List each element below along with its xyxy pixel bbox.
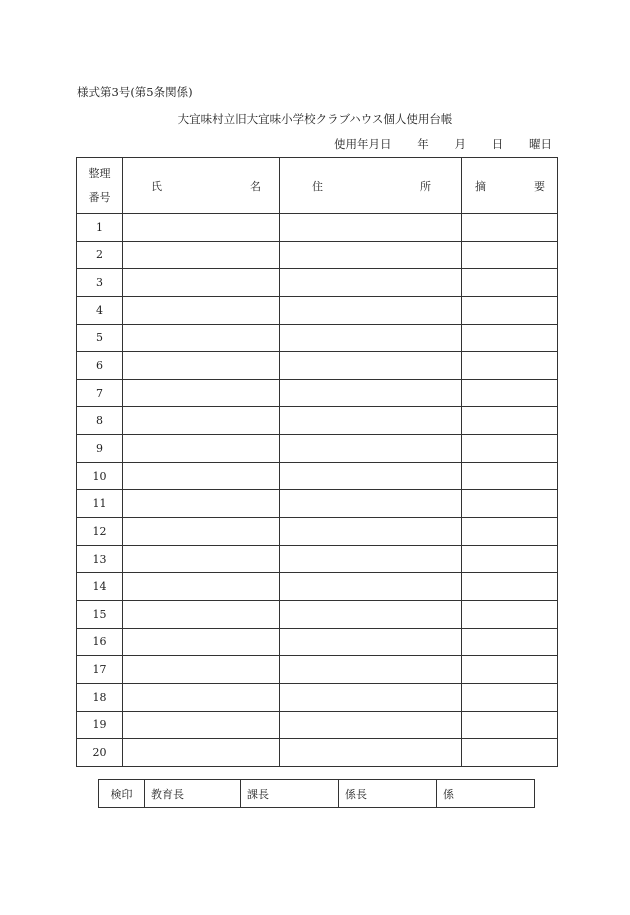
memo-cell[interactable] — [462, 352, 558, 380]
row-number: 13 — [77, 545, 123, 573]
form-number: 様式第3号(第5条関係) — [77, 85, 193, 99]
address-cell[interactable] — [280, 241, 462, 269]
name-cell[interactable] — [123, 352, 280, 380]
name-cell[interactable] — [123, 573, 280, 601]
table-row — [77, 490, 558, 518]
address-cell[interactable] — [280, 462, 462, 490]
memo-cell[interactable] — [462, 214, 558, 242]
address-cell[interactable] — [280, 656, 462, 684]
table-header-row — [77, 158, 558, 214]
name-cell[interactable] — [123, 490, 280, 518]
memo-cell[interactable] — [462, 600, 558, 628]
table-row — [77, 241, 558, 269]
row-number: 20 — [77, 739, 123, 767]
address-cell[interactable] — [280, 739, 462, 767]
address-cell[interactable] — [280, 545, 462, 573]
memo-cell[interactable] — [462, 379, 558, 407]
name-cell[interactable] — [123, 435, 280, 463]
row-number: 10 — [77, 462, 123, 490]
approval-seal-label: 検印 — [99, 780, 145, 808]
row-number: 16 — [77, 628, 123, 656]
row-number: 14 — [77, 573, 123, 601]
table-row — [77, 324, 558, 352]
memo-cell[interactable] — [462, 656, 558, 684]
name-cell[interactable] — [123, 711, 280, 739]
memo-cell[interactable] — [462, 739, 558, 767]
document-title: 大宜味村立旧大宜味小学校クラブハウス個人使用台帳 — [177, 112, 453, 126]
row-number: 9 — [77, 435, 123, 463]
name-cell[interactable] — [123, 518, 280, 546]
usage-date-line — [334, 136, 552, 152]
row-number: 1 — [77, 214, 123, 242]
table-row — [77, 600, 558, 628]
memo-cell[interactable] — [462, 407, 558, 435]
memo-cell[interactable] — [462, 683, 558, 711]
name-cell[interactable] — [123, 214, 280, 242]
address-cell[interactable] — [280, 573, 462, 601]
header-name — [123, 158, 280, 214]
weekday-label: 曜日 — [529, 137, 552, 151]
approval-staff-box[interactable]: 係 — [437, 780, 535, 808]
approval-unit-chief-box[interactable]: 係長 — [339, 780, 437, 808]
header-name-char2: 名 — [250, 179, 261, 193]
header-name-char1: 氏 — [151, 179, 162, 193]
table-row — [77, 296, 558, 324]
table-row — [77, 683, 558, 711]
name-cell[interactable] — [123, 407, 280, 435]
name-cell[interactable] — [123, 269, 280, 297]
name-cell[interactable] — [123, 296, 280, 324]
row-number: 18 — [77, 683, 123, 711]
day-label: 日 — [491, 137, 504, 151]
address-cell[interactable] — [280, 352, 462, 380]
name-cell[interactable] — [123, 462, 280, 490]
row-number: 15 — [77, 600, 123, 628]
approval-superintendent-box[interactable]: 教育長 — [145, 780, 241, 808]
row-number: 3 — [77, 269, 123, 297]
address-cell[interactable] — [280, 407, 462, 435]
table-row — [77, 739, 558, 767]
year-label: 年 — [417, 137, 429, 151]
name-cell[interactable] — [123, 683, 280, 711]
memo-cell[interactable] — [462, 518, 558, 546]
approval-section-chief-box[interactable]: 課長 — [241, 780, 339, 808]
table-row — [77, 269, 558, 297]
row-number: 19 — [77, 711, 123, 739]
memo-cell[interactable] — [462, 324, 558, 352]
row-number: 4 — [77, 296, 123, 324]
header-address — [280, 158, 462, 214]
header-serial-line1: 整理 — [88, 166, 111, 180]
table-row — [77, 545, 558, 573]
row-number: 5 — [77, 324, 123, 352]
table-row — [77, 407, 558, 435]
name-cell[interactable] — [123, 656, 280, 684]
name-cell[interactable] — [123, 241, 280, 269]
name-cell[interactable] — [123, 600, 280, 628]
header-address-char2: 所 — [420, 179, 431, 193]
memo-cell[interactable] — [462, 241, 558, 269]
memo-cell[interactable] — [462, 296, 558, 324]
table-row — [77, 352, 558, 380]
row-number: 12 — [77, 518, 123, 546]
name-cell[interactable] — [123, 628, 280, 656]
address-cell[interactable] — [280, 600, 462, 628]
row-number: 11 — [77, 490, 123, 518]
row-number: 8 — [77, 407, 123, 435]
memo-cell[interactable] — [462, 435, 558, 463]
memo-cell[interactable] — [462, 628, 558, 656]
month-label: 月 — [454, 137, 466, 151]
row-number: 2 — [77, 241, 123, 269]
table-row — [77, 656, 558, 684]
row-number: 6 — [77, 352, 123, 380]
address-cell[interactable] — [280, 269, 462, 297]
approval-row — [99, 780, 535, 808]
row-number: 17 — [77, 656, 123, 684]
approval-stamp-table — [98, 779, 535, 808]
table-row — [77, 628, 558, 656]
header-serial-number — [77, 158, 123, 214]
header-address-char1: 住 — [312, 179, 323, 193]
table-row — [77, 518, 558, 546]
table-row — [77, 462, 558, 490]
row-number: 7 — [77, 379, 123, 407]
memo-cell[interactable] — [462, 490, 558, 518]
address-cell[interactable] — [280, 435, 462, 463]
memo-cell[interactable] — [462, 711, 558, 739]
memo-cell[interactable] — [462, 545, 558, 573]
address-cell[interactable] — [280, 490, 462, 518]
name-cell[interactable] — [123, 739, 280, 767]
address-cell[interactable] — [280, 296, 462, 324]
header-serial-line2: 番号 — [88, 190, 111, 204]
header-memo — [462, 158, 558, 214]
table-row — [77, 435, 558, 463]
memo-cell[interactable] — [462, 269, 558, 297]
table-row — [77, 573, 558, 601]
address-cell[interactable] — [280, 214, 462, 242]
address-cell[interactable] — [280, 518, 462, 546]
usage-ledger-table — [76, 157, 558, 767]
address-cell[interactable] — [280, 379, 462, 407]
address-cell[interactable] — [280, 324, 462, 352]
address-cell[interactable] — [280, 711, 462, 739]
address-cell[interactable] — [280, 683, 462, 711]
table-row — [77, 711, 558, 739]
memo-cell[interactable] — [462, 573, 558, 601]
name-cell[interactable] — [123, 324, 280, 352]
usage-date-label: 使用年月日 — [334, 137, 392, 151]
address-cell[interactable] — [280, 628, 462, 656]
memo-cell[interactable] — [462, 462, 558, 490]
name-cell[interactable] — [123, 379, 280, 407]
table-row — [77, 214, 558, 242]
header-memo-char1: 摘 — [475, 179, 486, 193]
name-cell[interactable] — [123, 545, 280, 573]
table-row — [77, 379, 558, 407]
table-body — [77, 214, 558, 767]
header-memo-char2: 要 — [534, 179, 545, 193]
